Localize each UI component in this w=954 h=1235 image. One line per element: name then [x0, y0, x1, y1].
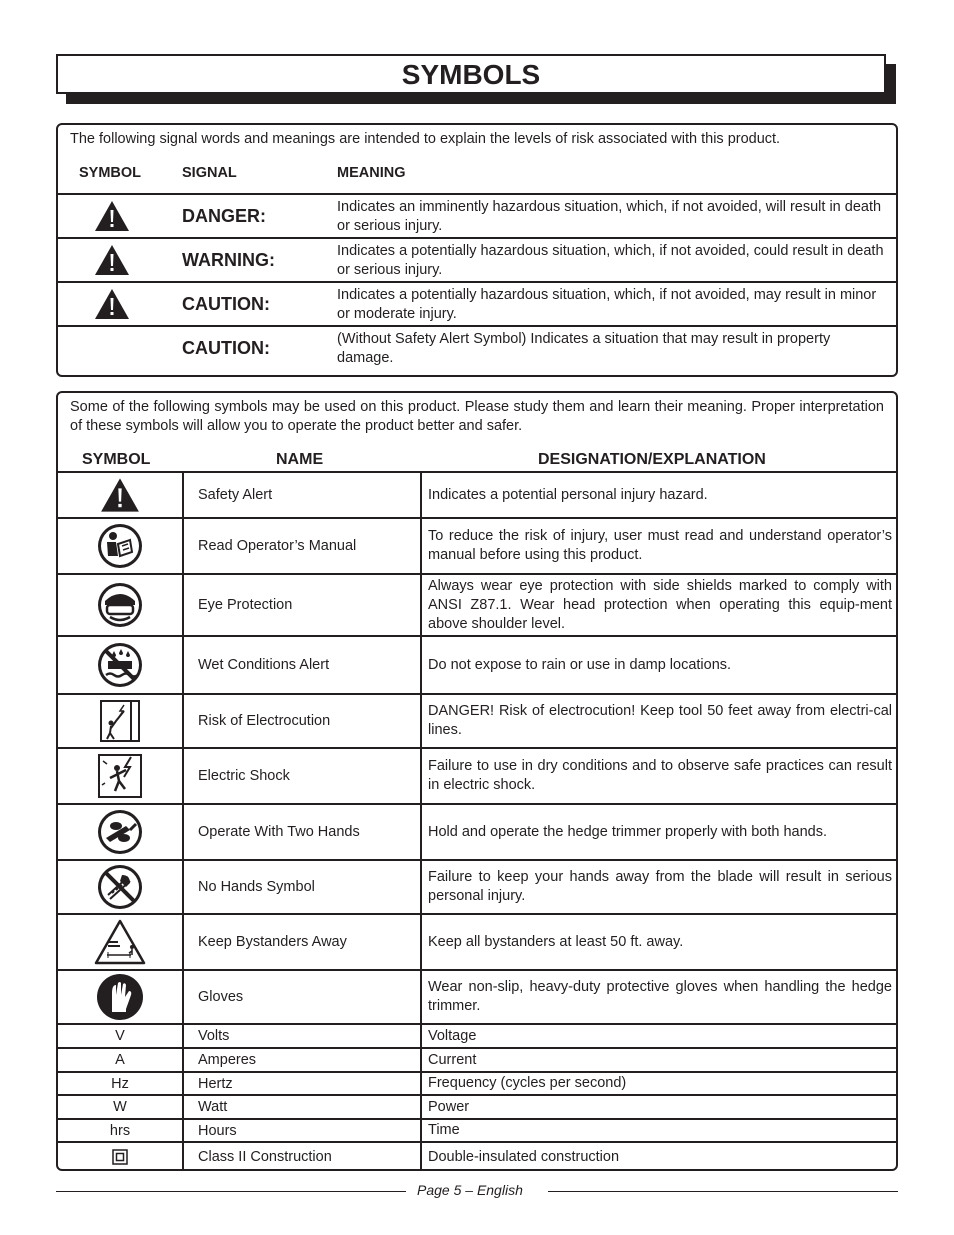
table-row: [58, 1023, 896, 1047]
signal-row-caution: [58, 281, 896, 325]
signal-row-caution-property: [58, 325, 896, 375]
table-row: [58, 573, 896, 635]
symbol-desc: Always wear eye protection with side shields marked to comply with ANSI Z87.1. Wear head protection when operating this equip-ment above shoulder level.: [428, 577, 892, 632]
no-hands-icon: [96, 863, 144, 911]
table-row: [58, 635, 896, 693]
table-row: [58, 471, 896, 517]
symbols-header-designation: DESIGNATION/EXPLANATION: [538, 451, 766, 468]
signal-meaning: Indicates a potentially hazardous situation, which, if not avoided, could result in death or serious injury.: [337, 243, 884, 278]
signal-header-signal: SIGNAL: [182, 165, 237, 181]
symbol-name: Electric Shock: [198, 768, 290, 784]
safety-alert-triangle-icon: [94, 288, 130, 320]
symbol-desc: Indicates a potential personal injury hazard.: [428, 486, 708, 503]
table-row: [58, 693, 896, 747]
table-row: [58, 1047, 896, 1071]
symbols-header-name: NAME: [276, 451, 324, 468]
symbol-desc: Hold and operate the hedge trimmer properly with both hands.: [428, 823, 827, 840]
table-row: [58, 517, 896, 573]
symbol-name: No Hands Symbol: [198, 879, 315, 895]
bystanders-icon: [94, 919, 146, 965]
symbol-name: Safety Alert: [198, 487, 273, 503]
table-row: [58, 913, 896, 969]
symbol-name: Hours: [198, 1122, 237, 1139]
gloves-icon: [96, 973, 144, 1021]
symbol-name: Class II Construction: [198, 1149, 332, 1165]
safety-alert-triangle-icon: [94, 200, 130, 232]
signal-intro: The following signal words and meanings are intended to explain the levels of risk associated with this product.: [70, 131, 781, 147]
signal-label: CAUTION:: [182, 294, 270, 314]
electric-shock-icon: [97, 753, 143, 799]
symbol-desc: Current: [428, 1051, 477, 1068]
signal-meaning: Indicates an imminently hazardous situation, which, if not avoided, will result in death or serious injury.: [337, 199, 882, 234]
table-row: [58, 969, 896, 1023]
table-row: [58, 1071, 896, 1094]
symbol-text: hrs: [109, 1122, 131, 1139]
signal-row-danger: [58, 193, 896, 237]
table-row: [58, 859, 896, 913]
footer-rule-right: [548, 1191, 898, 1192]
symbol-desc: To reduce the risk of injury, user must read and understand operator’s manual before using this product.: [428, 528, 892, 563]
symbol-name: Keep Bystanders Away: [198, 934, 347, 950]
symbol-desc: Power: [428, 1098, 470, 1115]
eye-protection-icon: [96, 581, 144, 629]
symbol-desc: Voltage: [428, 1027, 477, 1044]
symbol-name: Risk of Electrocution: [198, 713, 331, 729]
signal-header-symbol: SYMBOL: [79, 165, 142, 181]
symbol-name: Volts: [198, 1028, 230, 1044]
wet-conditions-icon: [96, 641, 144, 689]
two-hands-icon: [96, 808, 144, 856]
footer-rule-left: [56, 1191, 406, 1192]
signal-header-meaning: MEANING: [337, 165, 406, 181]
symbol-text: W: [113, 1099, 127, 1115]
symbol-name: Hertz: [198, 1075, 233, 1092]
signal-meaning: (Without Safety Alert Symbol) Indicates a situation that may result in property damage.: [337, 331, 831, 366]
page-number: Page 5 – English: [417, 1182, 523, 1198]
symbol-text: Hz: [111, 1075, 129, 1092]
symbol-name: Gloves: [198, 989, 244, 1005]
table-row: [58, 1094, 896, 1118]
symbol-desc: Do not expose to rain or use in damp locations.: [428, 656, 732, 673]
safety-alert-icon: [100, 477, 140, 513]
table-row: [58, 747, 896, 803]
symbol-desc: Double-insulated construction: [428, 1148, 620, 1165]
symbol-name: Eye Protection: [198, 597, 293, 613]
signal-words-table: [56, 123, 898, 377]
symbol-desc: Wear non-slip, heavy-duty protective gloves when handling the hedge trimmer.: [428, 979, 892, 1014]
symbol-desc: DANGER! Risk of electrocution! Keep tool 50 feet away from electri-cal lines.: [428, 703, 892, 738]
signal-label: DANGER:: [182, 206, 266, 226]
symbol-desc: Frequency (cycles per second): [428, 1075, 627, 1091]
signal-meaning: Indicates a potentially hazardous situation, which, if not avoided, may result in minor or moderate injury.: [337, 287, 877, 322]
safety-alert-triangle-icon: [94, 244, 130, 276]
symbol-name: Watt: [198, 1099, 228, 1115]
symbol-name: Wet Conditions Alert: [198, 657, 330, 673]
electrocution-icon: [98, 699, 142, 743]
symbol-desc: Time: [428, 1122, 460, 1138]
symbol-name: Read Operator’s Manual: [198, 538, 357, 554]
symbol-desc: Keep all bystanders at least 50 ft. away.: [428, 933, 684, 950]
symbol-desc: Failure to keep your hands away from the blade will result in serious personal injury.: [428, 869, 892, 904]
symbols-intro: Some of the following symbols may be used on this product. Please study them and learn their meaning. Proper interpretation of these symbols will allow you to operate the product better and safer.: [70, 399, 884, 434]
table-row: [58, 803, 896, 859]
class-ii-icon: [112, 1149, 128, 1165]
symbol-text: A: [115, 1052, 125, 1068]
symbol-text: V: [115, 1028, 125, 1044]
signal-label: CAUTION:: [182, 338, 270, 358]
read-manual-icon: [96, 522, 144, 570]
table-row: [58, 1118, 896, 1141]
symbol-name: Amperes: [198, 1052, 257, 1068]
symbol-desc: Failure to use in dry conditions and to observe safe practices can result in electric shock.: [428, 758, 892, 793]
symbol-name: Operate With Two Hands: [198, 824, 360, 840]
table-row: [58, 1141, 896, 1171]
page-title: SYMBOLS: [56, 54, 886, 94]
signal-label: WARNING:: [182, 250, 275, 270]
symbols-header-symbol: SYMBOL: [82, 451, 151, 468]
symbols-table: [56, 391, 898, 1171]
signal-row-warning: [58, 237, 896, 281]
